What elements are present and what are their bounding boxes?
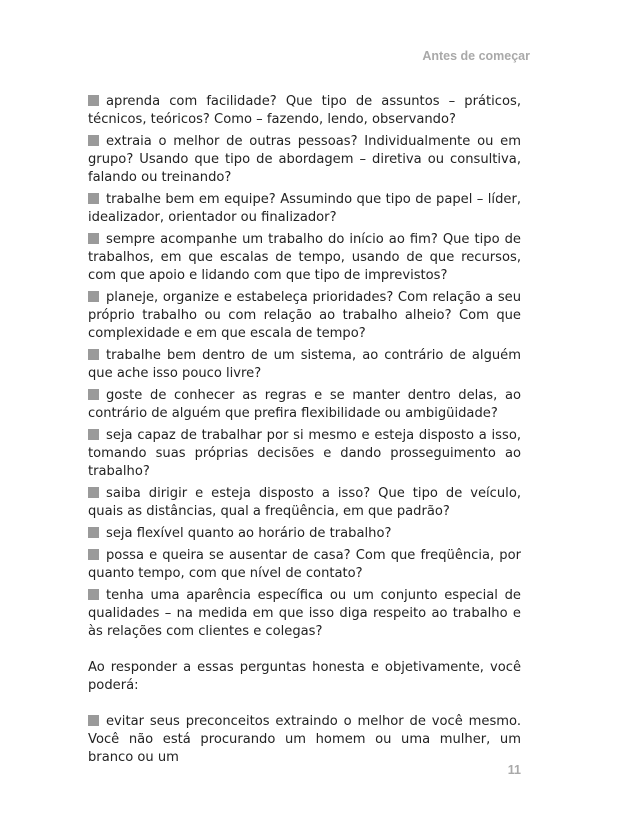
list-item-text: seja flexível quanto ao horário de trabalho?	[106, 526, 392, 541]
list-item-text: sempre acompanhe um trabalho do início ao fim? Que tipo de trabalhos, em que escalas de tempo, usando de que recursos, com que apoio e lidando com que tipo de imprevistos?	[88, 232, 521, 283]
list-item	[88, 547, 521, 583]
square-bullet-icon	[88, 715, 99, 726]
list-item	[88, 427, 521, 481]
list-item	[88, 347, 521, 383]
square-bullet-icon	[88, 95, 99, 106]
square-bullet-icon	[88, 291, 99, 302]
list-item-text: extraia o melhor de outras pessoas? Individualmente ou em grupo? Usando que tipo de abordagem – diretiva ou consultiva, falando ou treinando?	[88, 134, 521, 185]
list-item	[88, 231, 521, 285]
square-bullet-icon	[88, 135, 99, 146]
list-item-text: possa e queira se ausentar de casa? Com que freqüência, por quanto tempo, com que nível de contato?	[88, 548, 521, 581]
square-bullet-icon	[88, 429, 99, 440]
list-item-text: evitar seus preconceitos extraindo o melhor de você mesmo. Você não está procurando um homem ou uma mulher, um branco ou um	[88, 714, 521, 765]
list-item	[88, 713, 521, 767]
list-item	[88, 133, 521, 187]
list-item-text: aprenda com facilidade? Que tipo de assuntos – práticos, técnicos, teóricos? Como – fazendo, lendo, observando?	[88, 94, 521, 127]
list-item	[88, 485, 521, 521]
list-item-text: trabalhe bem em equipe? Assumindo que tipo de papel – líder, idealizador, orientador ou finalizador?	[88, 192, 521, 225]
list-item	[88, 525, 521, 543]
square-bullet-icon	[88, 349, 99, 360]
list-item	[88, 289, 521, 343]
square-bullet-icon	[88, 389, 99, 400]
list-item	[88, 587, 521, 641]
bullet-list	[88, 93, 521, 641]
square-bullet-icon	[88, 549, 99, 560]
list-item-text: seja capaz de trabalhar por si mesmo e esteja disposto a isso, tomando suas próprias decisões e dando prosseguimento ao trabalho?	[88, 428, 521, 479]
list-item-text: trabalhe bem dentro de um sistema, ao contrário de alguém que ache isso pouco livre?	[88, 348, 521, 381]
list-item-text: goste de conhecer as regras e se manter dentro delas, ao contrário de alguém que prefira flexibilidade ou ambigüidade?	[88, 388, 521, 421]
page-body	[88, 93, 521, 771]
running-header: Antes de começar	[422, 49, 530, 63]
list-item-text: tenha uma aparência específica ou um conjunto especial de qualidades – na medida em que isso diga respeito ao trabalho e às relações com clientes e colegas?	[88, 588, 521, 639]
square-bullet-icon	[88, 487, 99, 498]
square-bullet-icon	[88, 589, 99, 600]
list-item	[88, 191, 521, 227]
square-bullet-icon	[88, 527, 99, 538]
square-bullet-icon	[88, 193, 99, 204]
list-item-text: saiba dirigir e esteja disposto a isso? Que tipo de veículo, quais as distâncias, qual a freqüência, em que padrão?	[88, 486, 521, 519]
list-item-text: planeje, organize e estabeleça prioridades? Com relação a seu próprio trabalho ou com relação ao trabalho alheio? Com que complexidade e em que escala de tempo?	[88, 290, 521, 341]
square-bullet-icon	[88, 233, 99, 244]
body-paragraph: Ao responder a essas perguntas honesta e objetivamente, você poderá:	[88, 660, 521, 693]
list-item	[88, 93, 521, 129]
list-item	[88, 387, 521, 423]
page-number: 11	[507, 763, 521, 777]
